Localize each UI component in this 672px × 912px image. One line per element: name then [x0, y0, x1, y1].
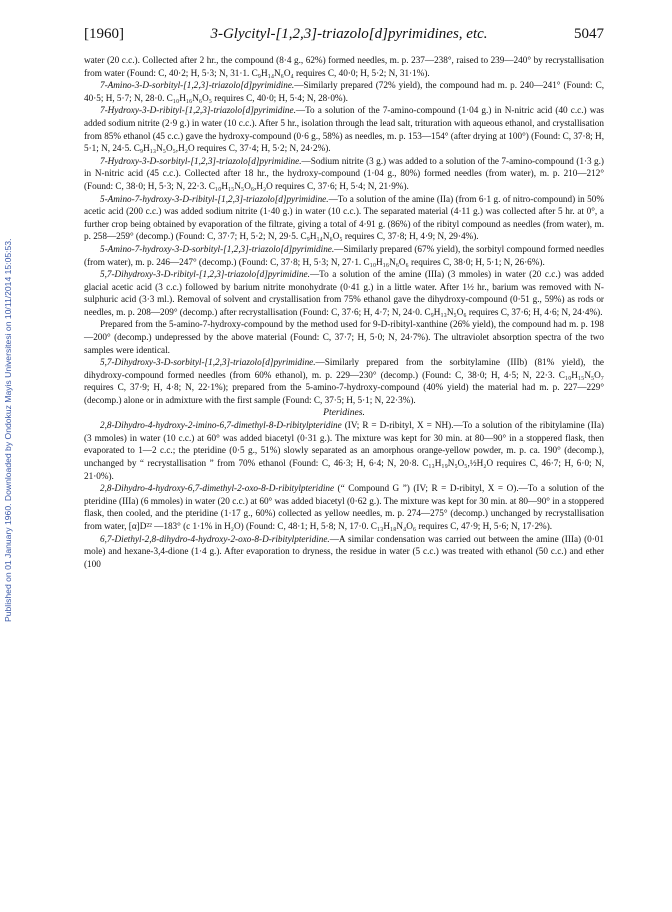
paragraph	[84, 104, 604, 154]
page-number: 5047	[573, 26, 604, 42]
compound-name: 7-Hydroxy-3-D-ribityl-[1,2,3]-triazolo[d]pyrimidine.	[100, 105, 296, 116]
pteridines-section	[84, 419, 604, 570]
paragraph	[84, 356, 604, 406]
experimental-section	[84, 54, 604, 407]
paragraph	[84, 533, 604, 571]
paragraph-text: —Similarly prepared (67% yield), the sorbityl compound formed needles (from water), m. p. 246—247° (decomp.) (Found: C, 37·8; H, 5·3; N, 27·1. C₁₀H₁₆N₆O₆ requires C, 38·0; H, 5·1; N, 26·6%).	[84, 243, 604, 267]
paragraph	[84, 318, 604, 356]
paragraph-text: water (20 c.c.). Collected after 2 hr., the compound (8·4 g., 62%) formed needles, m. p. 237—238°, raised to 239—240° by recrystallisation from water (Found: C, 40·2; H, 5·3; N, 31·1. C₉H₁₄N₆O₄ requires C, 40·0; H, 5·2; N, 31·1%).	[84, 55, 604, 78]
compound-name: 5,7-Dihydroxy-3-D-ribityl-[1,2,3]-triazolo[d]pyrimidine.	[100, 269, 310, 280]
paragraph-text: —A similar condensation was carried out between the amine (IIIa) (0·01 mole) and hexane-3,4-dione (1·4 g.). After evaporation to dryness, the residue in water (5 c.c.) was treated with ethanol (50 c.c.) and ether (100	[84, 533, 604, 569]
paragraph	[84, 243, 604, 268]
paragraph-text: —Similarly prepared (72% yield), the compound had m. p. 240—241° (Found: C, 40·5; H, 5·7; N, 28·0. C₁₀H₁₆N₆O₅ requires C, 40·0; H, 5·4; N, 28·0%).	[84, 80, 604, 103]
paragraph-text: —To a solution of the amine (IIa) (from 6·1 g. of nitro-compound) in 50% acetic acid (200 c.c.) was added sodium nitrite (1·40 g.) in water (10 c.c.). The separated material (4·11 g.) was collected after 5 hr. at 0°, a further crop being obtained by evaporation of the filtrate, giving a total of 4·91 g. (86%) of the ribityl compound as needles (from water), m. p. 258—259° (decomp.) (Found: C, 37·7; H, 5·2; N, 29·5. C₉H₁₄N₆O₅ requires C, 37·8; H, 4·9; N, 29·4%).	[84, 193, 604, 242]
paragraph-text: —Sodium nitrite (3 g.) was added to a solution of the 7-amino-compound (1·3 g.) in N-nitric acid (45 c.c.). Collected after 18 hr., the hydroxy-compound (1·04 g., 80%) formed needles (from water), m. p. 210—212° (Found: C, 38·0; H, 5·3; N, 22·3. C₁₀H₁₅N₅O₆,H₂O requires C, 37·6; H, 5·4; N, 21·9%).	[84, 155, 604, 191]
compound-name: 6,7-Diethyl-2,8-dihydro-4-hydroxy-2-oxo-8-D-ribitylpteridine.	[100, 533, 330, 544]
paragraph-text: Prepared from the 5-amino-7-hydroxy-compound by the method used for 9-D-ribityl-xanthine (26% yield), the compound had m. p. 198—200° (decomp.) undepressed by the above material (Found: C, 37·7; H, 5·0; N, 24·7%). The ultraviolet absorption spectra of the two samples were identical.	[84, 319, 604, 355]
paragraph	[84, 155, 604, 193]
paragraph-text: (“ Compound G ”) (IV; R = D-ribityl, X = O).—To a solution of the pteridine (IIIa) (6 mmoles) in water (20 c.c.) at 60° was added biacetyl (0·62 g.). The mixture was kept for 30 min. at 80—90° in a stoppered flask, then cooled, and the pteridine (1·17 g., 60%) collected as yellow needles, m. p. 274—275° (decomp.) unchanged by recrystallisation from water, [α]D²² —183° (c 1·1% in H₂O) (Found: C, 48·1; H, 5·8; N, 17·0. C₁₃H₁₈N₄O₆ requires C, 47·9; H, 5·6; N, 17·2%).	[84, 483, 604, 531]
paragraph	[84, 482, 604, 532]
section-heading: Pteridines.	[323, 406, 365, 418]
paragraph	[84, 268, 604, 318]
year: [1960]	[84, 26, 124, 42]
page-header	[84, 26, 604, 43]
paragraph	[84, 193, 604, 243]
paragraph-text: (IV; R = D-ribityl, X = NH).—To a solution of the ribitylamine (IIa) (3 mmoles) in water (10 c.c.) at 60° was added biacetyl (0·31 g.). The mixture was kept for 30 min. at 80—90° in a stoppered flask, then evaporated to 1—2 c.c.; the pteridine (0·5 g., 51%) slowly separated as an amorphous orange-yellow powder, m. p. ca. 190° (decomp.), unchanged by “ recrystallisation ” from 70% ethanol (Found: C, 46·3; H, 6·4; N, 20·8. C₁₃H₁₉N₅O₅,½H₂O requires C, 46·7; H, 6·0; N, 21·0%).	[84, 420, 604, 481]
paragraph	[84, 79, 604, 104]
paragraph-text: —Similarly prepared from the sorbitylamine (IIIb) (81% yield), the dihydroxy-compound formed needles (from 60% ethanol), m. p. 229—230° (decomp.) (Found: C, 38·0; H, 4·5; N, 22·3. C₁₀H₁₅N₅O₇ requires C, 37·9; H, 4·8; N, 22·1%); prepared from the 5-amino-7-hydroxy-compound (40% yield) the material had m. p. 227—229° (decomp.) alone or in admixture with the first sample (Found: C, 37·5; H, 5·1; N, 22·3%).	[84, 357, 604, 406]
paragraph-text: —To a solution of the amine (IIIa) (3 mmoles) in water (20 c.c.) was added glacial acetic acid (3 c.c.) followed by barium nitrite monohydrate (0·41 g.) in a little water. After 1½ hr., barium was removed with N-sulphuric acid (3·3 ml.). Removal of solvent and crystallisation from 75% ethanol gave the dihydroxy-compound (0·51 g., 59%) as rods or needles, m. p. 208—209° (decomp.) after recrystallisation (Found: C, 37·6; H, 4·7; N, 24·0. C₉H₁₃N₅O₆ requires C, 37·6; H, 4·6; N, 24·4%).	[84, 269, 604, 317]
running-title: 3-Glycityl-[1,2,3]-triazolo[d]pyrimidines, etc.	[210, 26, 488, 42]
paragraph-text: —To a solution of the 7-amino-compound (1·04 g.) in N-nitric acid (40 c.c.) was added sodium nitrite (2·9 g.) in water (10 c.c.). After 5 hr., isolation through the lead salt, trituration with aqueous ethanol, and crystallisation from 85% ethanol (45 c.c.) gave the hydroxy-compound (0·6 g., 58%) as needles, m. p. 153—154° (after drying at 100°) (Found: C, 37·8; H, 5·1; N, 24·5. C₉H₁₃N₅O₅,H₂O requires C, 37·4; H, 5·2; N, 24·2%).	[84, 105, 604, 154]
paragraph	[84, 419, 604, 482]
paragraph	[84, 54, 604, 79]
compound-name: 5,7-Dihydroxy-3-D-sorbityl-[1,2,3]-triazolo[d]pyrimidine.	[100, 357, 316, 368]
article-body	[84, 54, 604, 570]
compound-name: 5-Amino-7-hydroxy-3-D-ribityl-[1,2,3]-triazolo[d]pyrimidine.	[100, 193, 329, 204]
download-notice: Published on 01 January 1960. Downloaded by Ondokuz Mayis Universitesi on 10/11/2014 15:05:53.	[3, 238, 13, 622]
compound-name: 7-Amino-3-D-sorbityl-[1,2,3]-triazolo[d]pyrimidine.	[100, 80, 295, 91]
compound-name: 7-Hydroxy-3-D-sorbityl-[1,2,3]-triazolo[d]pyrimidine.	[100, 155, 302, 166]
compound-name: 2,8-Dihydro-4-hydroxy-6,7-dimethyl-2-oxo-8-D-ribitylpteridine	[100, 483, 335, 494]
compound-name: 2,8-Dihydro-4-hydroxy-2-imino-6,7-dimethyl-8-D-ribitylpteridine	[100, 420, 342, 431]
compound-name: 5-Amino-7-hydroxy-3-D-sorbityl-[1,2,3]-triazolo[d]pyrimidine.	[100, 243, 335, 254]
